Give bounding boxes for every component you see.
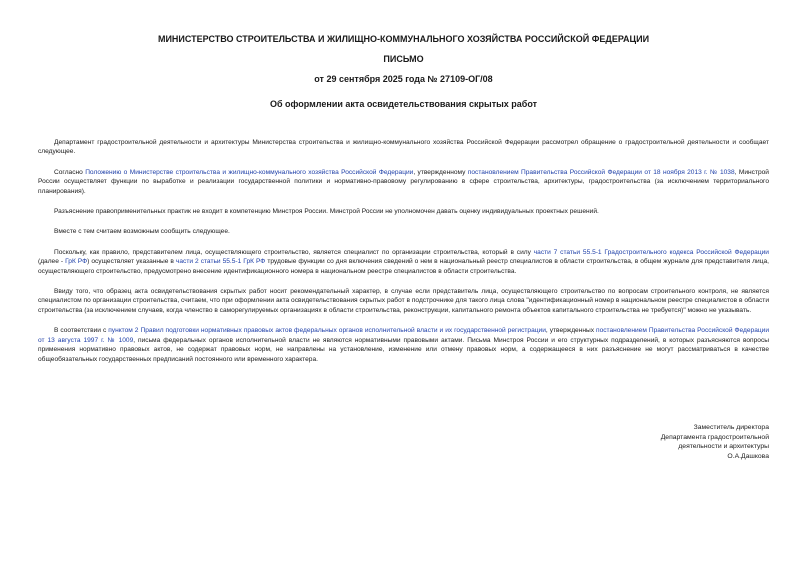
signer-position-line1: Заместитель директора (693, 424, 769, 431)
link-part7-article-55-5-1[interactable]: части 7 статьи 55.5-1 Градостроительного кодекса Российской Федерации (533, 248, 769, 256)
link-government-decree-1009[interactable]: постановлением Правительства Российской Федерации от 13 августа 1997 г. № 1009 (38, 327, 770, 344)
link-part2-article-55-5-1[interactable]: части 2 статьи 55.5-1 ГрК РФ (175, 258, 266, 266)
paragraph-transition: Вместе с тем считаем возможным сообщить следующее. (54, 228, 230, 236)
document-type: ПИСЬМО (383, 54, 424, 64)
link-ministry-regulation[interactable]: Положению о Министерстве строительства и жилищно-коммунального хозяйства Российской Федерации (85, 168, 414, 176)
text-fragment: , письма федеральных органов исполнительной власти не являются нормативными правовыми актами. Письма Минстроя России и его структурных подразделений, в которых разъясняются вопросы применения нормативно правовых актов, не содержат правовых норм, не направлены на установление, изменение или отмену правовых норм, а содержащееся в них разъяснение не могут рассматриваться в качестве общеобязательных государственных предписаний постоянного или временного характера. (38, 336, 769, 363)
text-fragment: трудовые функции со дня включения сведений о нем в национальный реестр специалистов в области строительства, в общем журнале для представителя лица, осуществляющего строительство, предусмотрено внесение идентификационного номера в национальном реестре специалистов в области строительства. (38, 258, 769, 275)
signer-position-line2: Департамента градостроительной (660, 433, 769, 441)
paragraph-no-competence: Разъяснение правоприменительных практик не входит в компетенцию Минстроя России. Минстрой России не уполномочен давать оценку индивидуальных проектных решений. (54, 208, 599, 216)
document-body (38, 138, 769, 364)
link-government-decree-1038[interactable]: постановлением Правительства Российской Федерации от 18 ноября 2013 г. № 1038 (467, 168, 735, 176)
document-date-number: от 29 сентября 2025 года № 27109-ОГ/08 (314, 74, 493, 84)
text-fragment: Поскольку, как правило, представителем лица, осуществляющего строительство, является специалист по организации строительства, который в силу (54, 248, 534, 256)
text-fragment: , утвержденному (413, 168, 468, 176)
paragraph-competence (38, 168, 769, 196)
text-fragment: (далее - (38, 258, 66, 266)
signer-position-line3: деятельности и архитектуры (678, 443, 769, 451)
paragraph-intro: Департамент градостроительной деятельности и архитектуры Министерства строительства и жилищно-коммунального хозяйства Российской Федерации рассмотрел обращение о градостроительной деятельности и сообщает следующее. (38, 139, 769, 156)
link-grk-rf[interactable]: ГрК РФ (65, 258, 88, 266)
signature-block (661, 423, 769, 461)
link-rules-item-2[interactable]: пунктом 2 Правил подготовки нормативных правовых актов федеральных органов исполнительной власти и их государственной регистрации (108, 327, 546, 335)
text-fragment: , Минстрой России осуществляет функции по выработке и реализации государственной политики и нормативно-правовому регулированию в сфере строительства, архитектуры, градостроительства (за исключением территориального планирования). (38, 168, 769, 195)
text-fragment: Согласно (54, 168, 86, 176)
text-fragment: ) осуществляет указанные в (87, 258, 176, 266)
signer-name: О.А.Дашкова (727, 452, 769, 460)
paragraph-specialist (38, 248, 769, 276)
ministry-title: МИНИСТЕРСТВО СТРОИТЕЛЬСТВА И ЖИЛИЩНО-КОММУНАЛЬНОГО ХОЗЯЙСТВА РОССИЙСКОЙ ФЕДЕРАЦИИ (157, 34, 650, 44)
document-subject: Об оформлении акта освидетельствования скрытых работ (269, 99, 538, 109)
paragraph-legal-status (38, 326, 769, 364)
text-fragment: , утвержденных (545, 327, 597, 335)
paragraph-act-form: Ввиду того, что образец акта освидетельствования скрытых работ носит рекомендательный характер, в случае если представитель лица, осуществляющего строительство по вопросам строительного контроля, не является специалистом по организации строительства, считаем, что при оформлении акта освидетельствования скрытых работ в подстрочнике для такого лица слова "идентификационный номер в национальном реестре специалистов в области строительства (за исключением случаев, когда членство в саморегулируемых организациях в области строительства, реконструкции, капитального ремонта объектов капитального строительства не требуется)" можно не указывать. (38, 288, 769, 314)
text-fragment: В соответствии с (54, 327, 109, 335)
